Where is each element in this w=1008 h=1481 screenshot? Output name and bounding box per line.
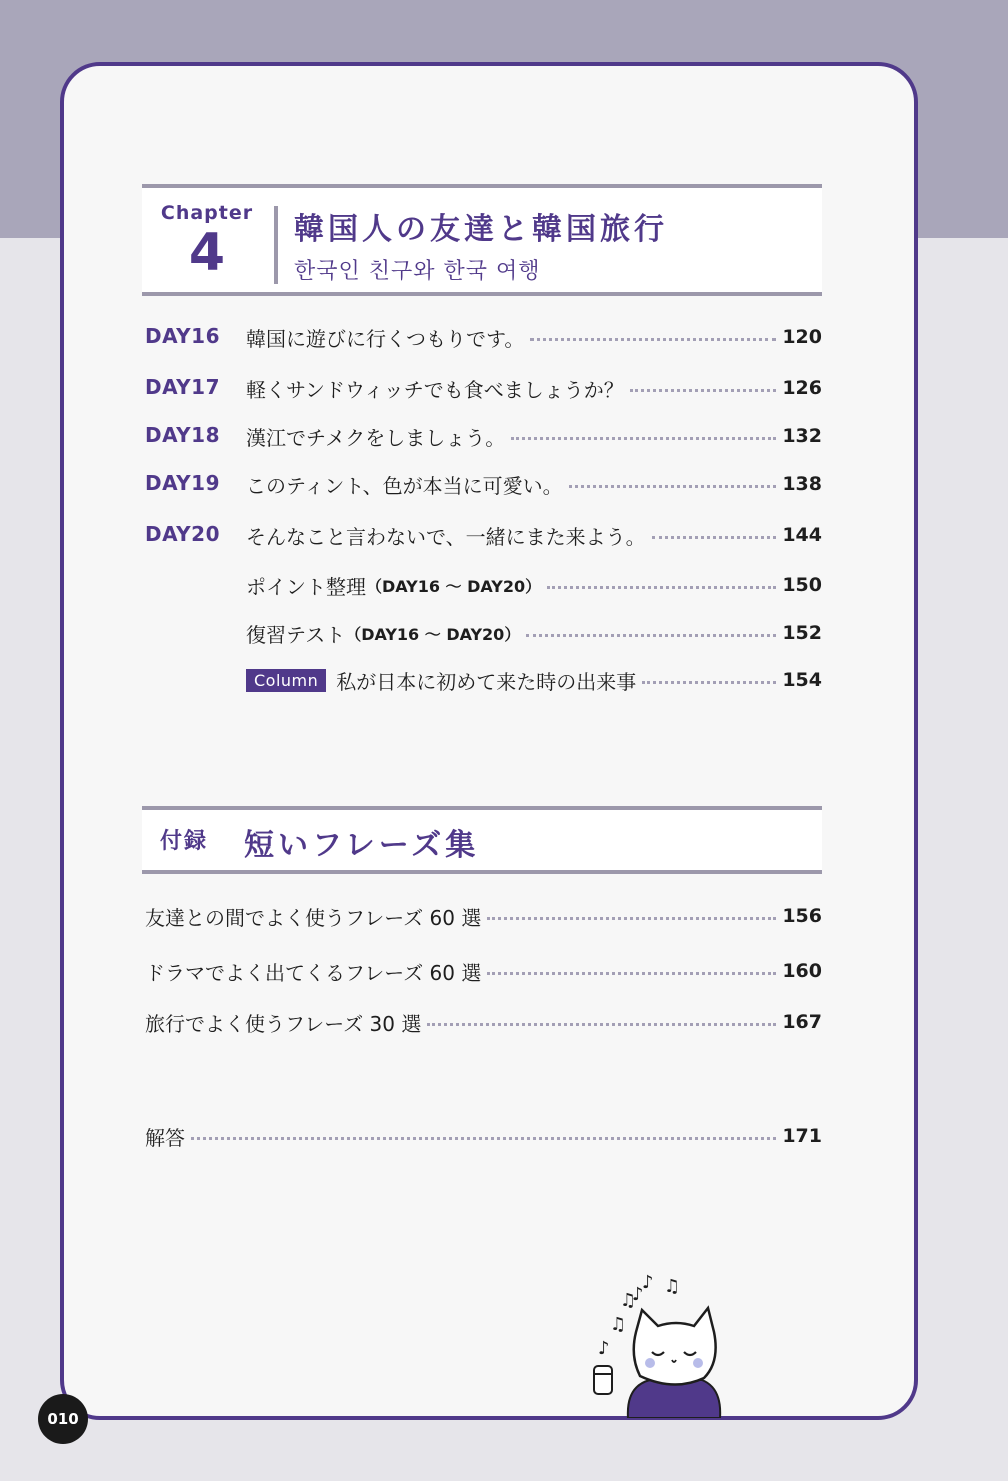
page-number: 152 <box>782 622 822 644</box>
leader-dots <box>530 338 776 341</box>
lesson-title: 軽くサンドウィッチでも食べましょうか？ <box>246 377 624 402</box>
svg-text:♪: ♪ <box>642 1272 654 1293</box>
toc-entry[interactable] <box>246 322 822 352</box>
lesson-day: DAY18 <box>145 423 220 447</box>
svg-text:♪: ♪ <box>598 1338 610 1359</box>
appendix-title: 短いフレーズ集 <box>244 828 480 863</box>
leader-dots <box>511 437 776 440</box>
leader-dots <box>427 1023 776 1026</box>
svg-text:♫: ♫ <box>664 1276 681 1297</box>
page-number: 138 <box>782 473 822 495</box>
answers-title: 解答 <box>145 1125 185 1150</box>
appendix-item-title: 旅行でよく使うフレーズ 30 選 <box>145 1011 422 1036</box>
leader-dots <box>547 586 776 589</box>
appendix-header <box>142 806 822 874</box>
lesson-day: DAY20 <box>145 522 220 546</box>
chapter-title: 韓国人の友達と韓国旅行 <box>294 212 668 247</box>
review-test-title: 復習テスト <box>246 622 346 647</box>
svg-text:♫: ♫ <box>620 1290 637 1311</box>
review-points-title: ポイント整理 <box>246 574 366 599</box>
page-number: 144 <box>782 524 822 546</box>
page-number: 132 <box>782 425 822 447</box>
page-number: 167 <box>782 1011 822 1033</box>
lesson-day: DAY17 <box>145 375 220 399</box>
toc-entry-appendix[interactable] <box>145 901 822 931</box>
appendix-label: 付録 <box>160 829 209 854</box>
leader-dots <box>569 485 777 488</box>
leader-dots <box>487 972 776 975</box>
cup-icon <box>594 1366 612 1394</box>
chapter-word: Chapter <box>160 202 254 224</box>
svg-text:♪: ♪ <box>632 1284 644 1305</box>
page-number: 156 <box>782 905 822 927</box>
toc-entry-test[interactable] <box>246 618 822 648</box>
page-number: 154 <box>782 669 822 691</box>
page-number: 160 <box>782 960 822 982</box>
leader-dots <box>191 1137 776 1140</box>
page-number: 171 <box>782 1125 822 1147</box>
toc-entry[interactable] <box>246 469 822 499</box>
leader-dots <box>652 536 777 539</box>
page-number: 126 <box>782 377 822 399</box>
toc-entry[interactable] <box>246 520 822 550</box>
toc-entry[interactable] <box>246 373 822 403</box>
page-number: 150 <box>782 574 822 596</box>
svg-text:♫: ♫ <box>610 1314 627 1335</box>
appendix-item-title: 友達との間でよく使うフレーズ 60 選 <box>145 905 482 930</box>
leader-dots <box>526 634 776 637</box>
toc-entry-column[interactable] <box>246 665 822 695</box>
lesson-title: 漢江でチメクをしましょう。 <box>246 425 506 450</box>
lesson-title: そんなこと言わないで、一緒にまた来よう。 <box>246 524 646 549</box>
lesson-title: このティント、色が本当に可愛い。 <box>246 473 563 498</box>
leader-dots <box>630 389 777 392</box>
toc-entry-appendix[interactable] <box>145 956 822 986</box>
review-test-range: （DAY16 ～ DAY20） <box>345 625 521 644</box>
page-number: 120 <box>782 326 822 348</box>
page-number-badge: 010 <box>38 1394 88 1444</box>
leader-dots <box>642 681 776 684</box>
appendix-item-title: ドラマでよく出てくるフレーズ 60 選 <box>145 960 482 985</box>
chapter-divider <box>274 206 278 284</box>
cat-icon <box>628 1308 720 1418</box>
leader-dots <box>487 917 776 920</box>
chapter-header <box>142 184 822 296</box>
lesson-day: DAY16 <box>145 324 220 348</box>
column-title: 私が日本に初めて来た時の出来事 <box>336 669 637 694</box>
lesson-title: 韓国に遊びに行くつもりです。 <box>246 326 525 351</box>
chapter-number: 4 <box>188 223 226 283</box>
toc-entry-appendix[interactable] <box>145 1007 822 1037</box>
toc-entry[interactable] <box>246 421 822 451</box>
cat-illustration <box>590 1268 730 1418</box>
chapter-subtitle: 한국인 친구와 한국 여행 <box>294 259 541 284</box>
review-points-range: （DAY16 ～ DAY20） <box>366 577 542 596</box>
toc-entry-answers[interactable] <box>145 1121 822 1151</box>
lesson-day: DAY19 <box>145 471 220 495</box>
column-badge: Column <box>246 669 326 692</box>
toc-entry-points[interactable] <box>246 570 822 600</box>
